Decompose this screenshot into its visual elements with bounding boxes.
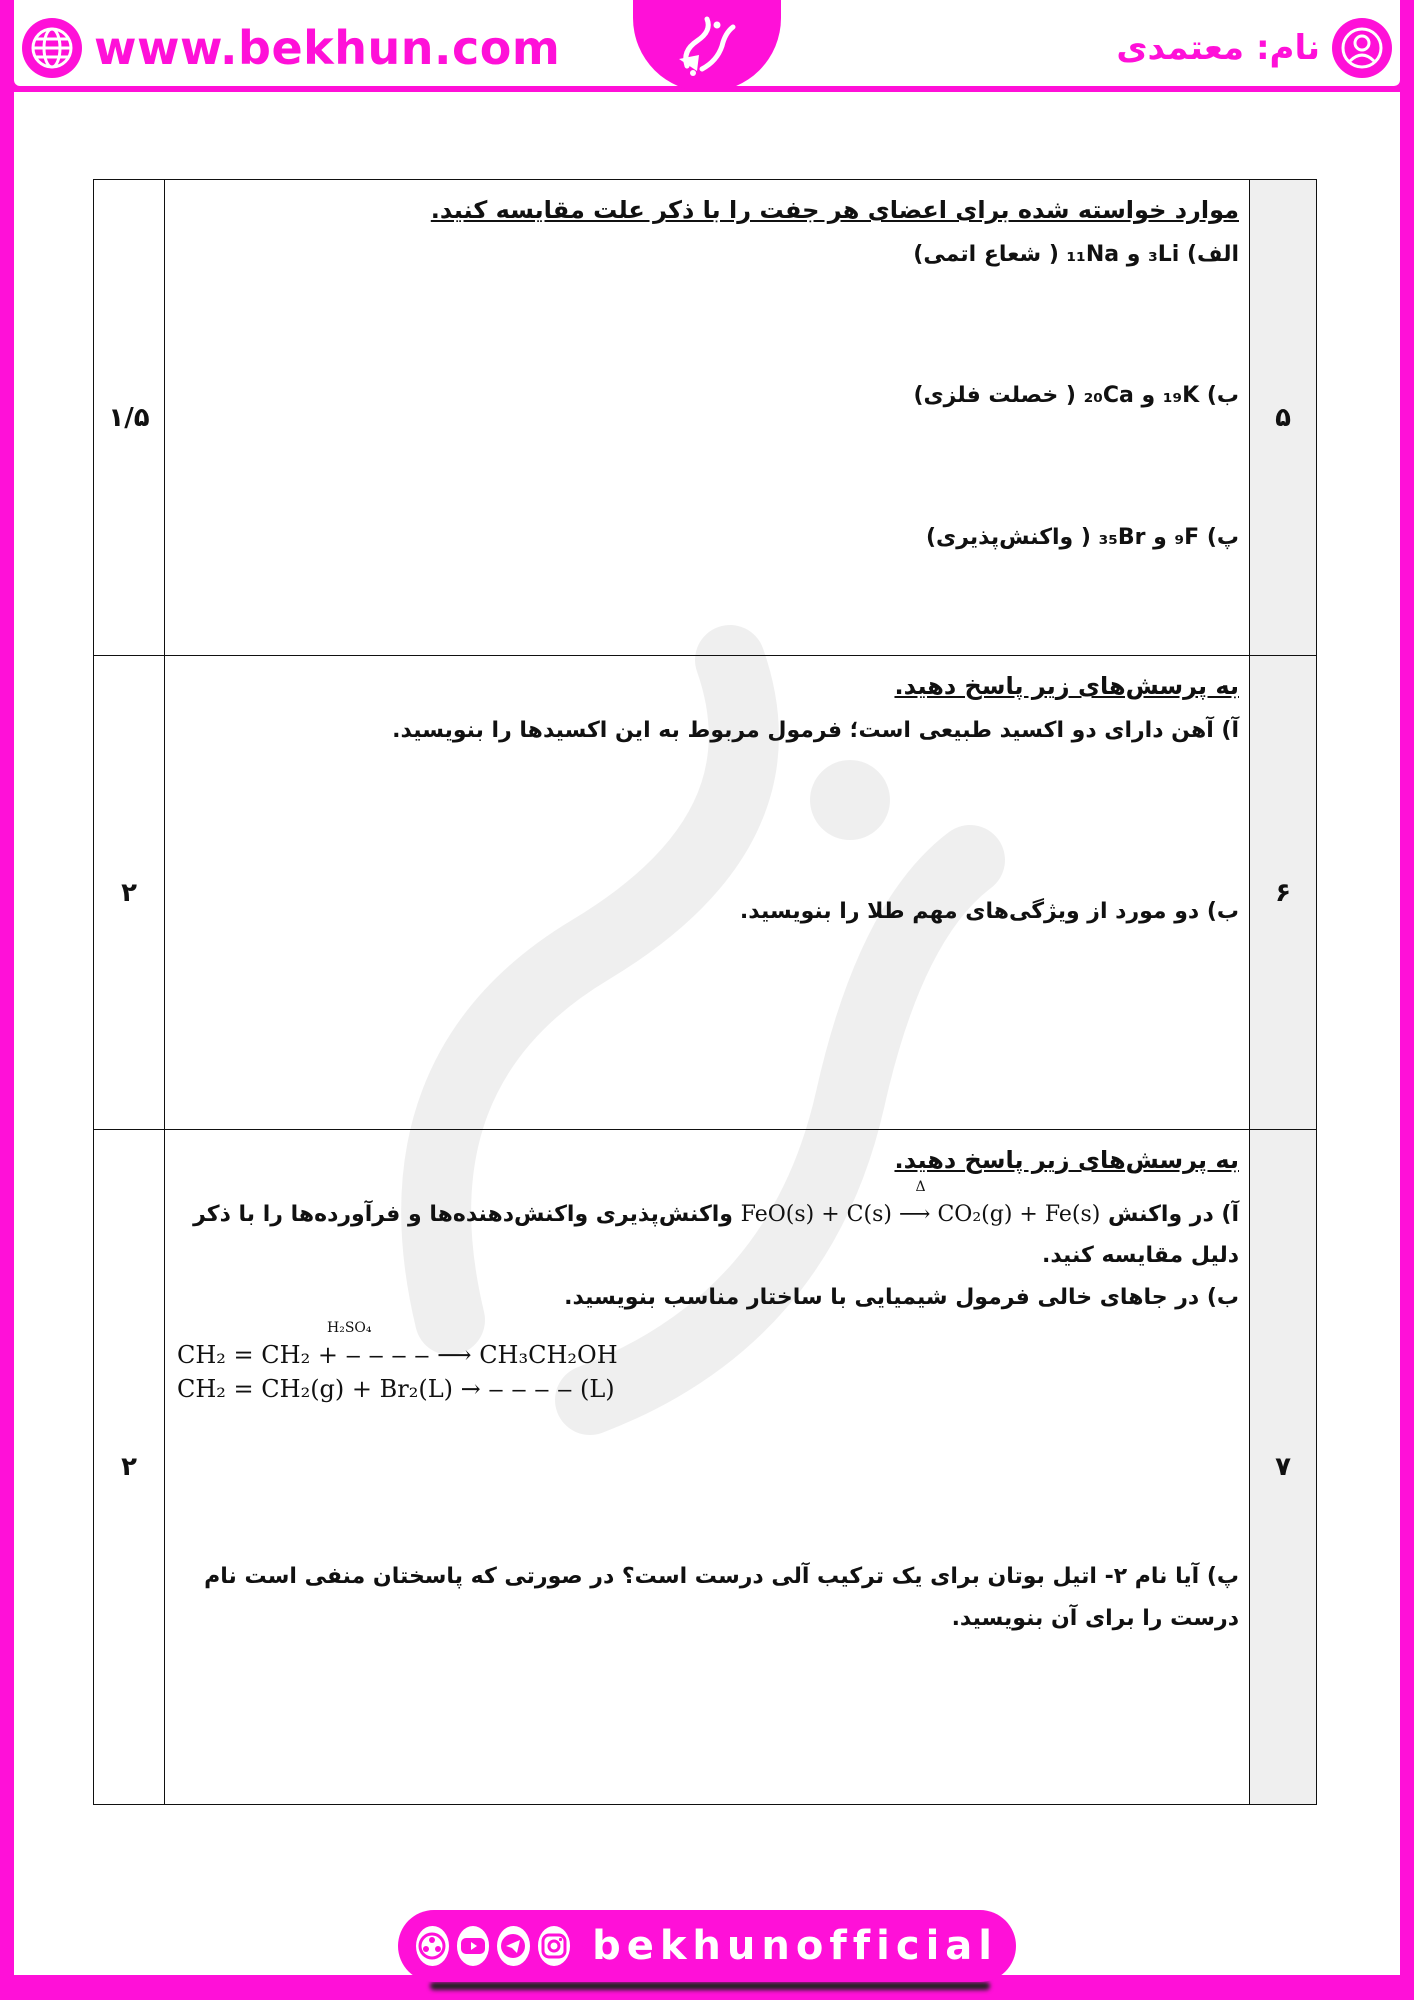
question-part-a (177, 1178, 1239, 1278)
question-row-6 (94, 656, 1317, 1130)
globe-icon (22, 18, 82, 78)
question-heading: به پرسش‌های زیر پاسخ دهید. (894, 1146, 1239, 1174)
question-part-b: ب) در جاهای خالی فرمول شیمیایی با ساختار مناسب بنویسید. (564, 1285, 1239, 1311)
site-link[interactable] (22, 18, 560, 78)
film-reel-icon[interactable] (416, 1926, 449, 1966)
site-url[interactable]: www.bekhun.com (94, 21, 561, 75)
question-body (165, 656, 1250, 1130)
part-a-suffix: واکنش‌پذیری واکنش‌دهنده‌ها و فرآورده‌ها را با ذکر دلیل مقایسه کنید. (193, 1201, 1239, 1269)
equation-1 (177, 1319, 618, 1373)
reaction-text: FeO(s) + C(s) ⟶ CO₂(g) + Fe(s) (740, 1201, 1101, 1227)
calligraphy-logo-icon (667, 11, 747, 81)
question-heading: موارد خواسته شده برای اعضای هر جفت را با ذکر علت مقایسه کنید. (430, 196, 1239, 224)
question-body (165, 1130, 1250, 1805)
equation-1-label: H₂SO₄ (327, 1319, 372, 1336)
question-body (165, 180, 1250, 656)
footer-shadow (430, 1982, 990, 1990)
question-number: ۷ (1250, 1130, 1317, 1805)
question-row-5 (94, 180, 1317, 656)
user-icon (1332, 18, 1392, 78)
equation-1-text: CH₂ = CH₂ + ‒ ‒ ‒ ‒ ⟶ CH₃CH₂OH (177, 1340, 618, 1369)
equations-block (177, 1319, 1239, 1406)
reaction-equation (740, 1178, 1101, 1236)
social-handle[interactable]: bekhunofficial (592, 1923, 998, 1969)
social-pill[interactable] (398, 1910, 1016, 1982)
question-score: ۱/۵ (94, 180, 165, 656)
question-number: ۶ (1250, 656, 1317, 1130)
question-number: ۵ (1250, 180, 1317, 656)
student-label: نام: معتمدی (1116, 28, 1320, 68)
question-score: ۲ (94, 656, 165, 1130)
question-heading: به پرسش‌های زیر پاسخ دهید. (894, 672, 1239, 700)
question-part-b: ب) ₁₉K و ₂₀Ca ( خصلت فلزی) (913, 383, 1239, 409)
student-name (1116, 18, 1392, 78)
equation-2: CH₂ = CH₂(g) + Br₂(L) → ‒ ‒ ‒ ‒ (L) (177, 1374, 615, 1403)
question-part-b: ب) دو مورد از ویژگی‌های مهم طلا را بنویسید. (739, 899, 1239, 925)
question-score: ۲ (94, 1130, 165, 1805)
question-part-a: آ) آهن دارای دو اکسید طبیعی است؛ فرمول مربوط به این اکسیدها را بنویسید. (392, 717, 1239, 743)
telegram-icon[interactable] (497, 1926, 530, 1966)
instagram-icon[interactable] (538, 1926, 571, 1966)
question-part-c: پ) آیا نام ۲- اتیل بوتان برای یک ترکیب آلی درست است؟ در صورتی که پاسختان منفی است نام درست را برای آن بنویسید. (204, 1564, 1239, 1631)
youtube-icon[interactable] (457, 1926, 490, 1966)
exam-table (93, 179, 1317, 1805)
question-row-7 (94, 1130, 1317, 1805)
question-part-a: الف) ₃Li و ₁₁Na ( شعاع اتمی) (913, 241, 1239, 267)
part-a-prefix: آ) در واکنش (1108, 1201, 1239, 1227)
question-part-c: پ) ₉F و ₃₅Br ( واکنش‌پذیری) (926, 525, 1239, 551)
reaction-arrow-label: Δ (915, 1178, 926, 1195)
